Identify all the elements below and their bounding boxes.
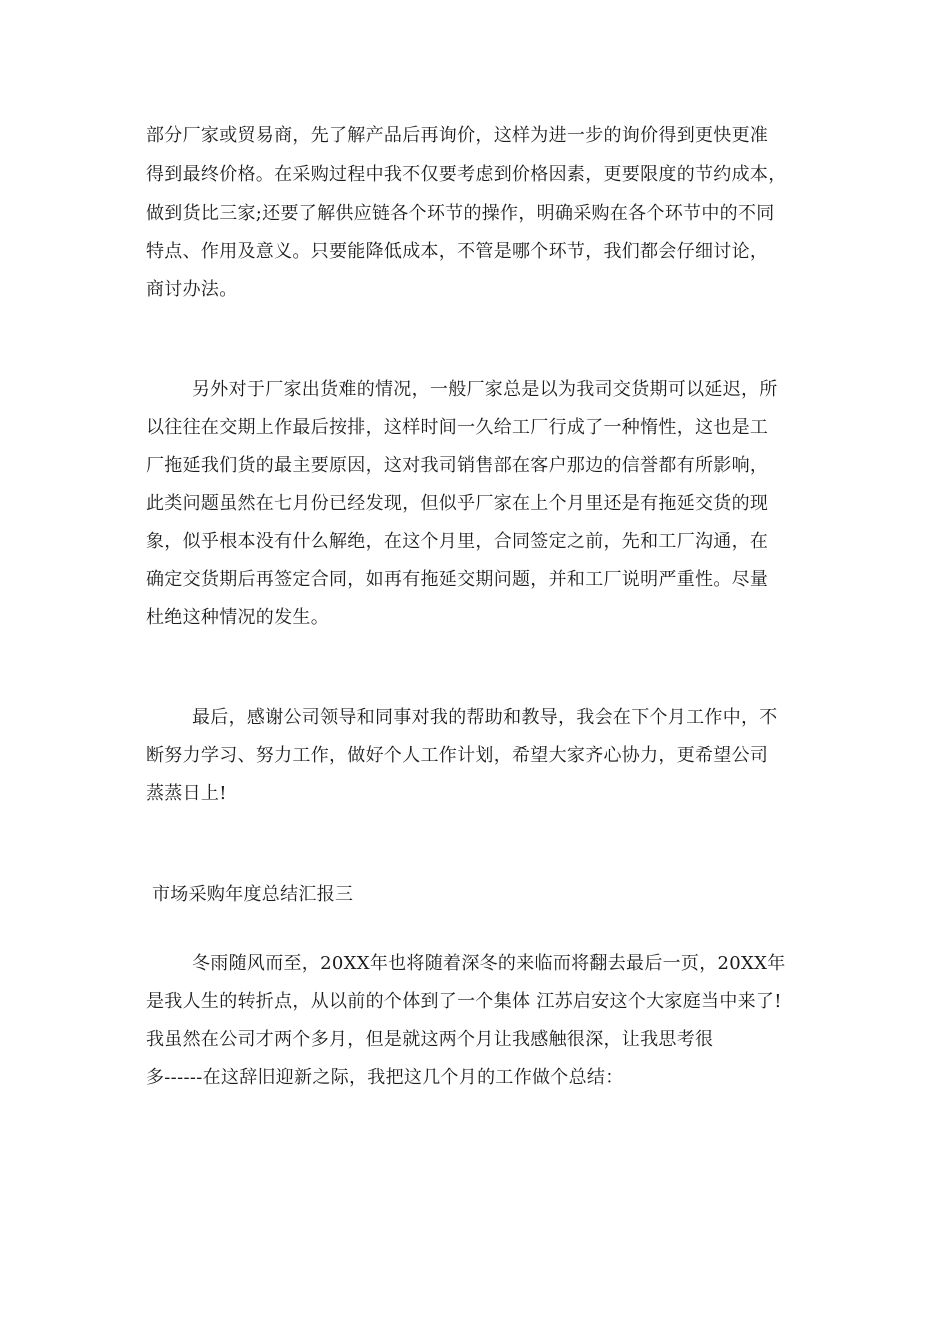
paragraph-1-line-3: 做到货比三家;还要了解供应链各个环节的操作，明确采购在各个环节中的不同 — [146, 203, 775, 224]
paragraph-4-line-3: 我虽然在公司才两个多月，但是就这两个月让我感触很深，让我思考很 — [146, 1029, 714, 1050]
paragraph-4-line-1: 冬雨随风而至，20XX年也将随着深冬的来临而将翻去最后一页，20XX年 — [192, 953, 786, 974]
paragraph-2-line-7: 杜绝这种情况的发生。 — [146, 607, 329, 628]
paragraph-2-line-2: 以往往在交期上作最后按排，这样时间一久给工厂行成了一种惰性，这也是工 — [146, 417, 769, 438]
section-heading: 市场采购年度总结汇报三 — [152, 884, 354, 905]
paragraph-3-line-2: 断努力学习、努力工作，做好个人工作计划，希望大家齐心协力，更希望公司 — [146, 745, 769, 766]
paragraph-4-line-4: 多------在这辞旧迎新之际，我把这几个月的工作做个总结： — [146, 1067, 624, 1088]
paragraph-1-line-4: 特点、作用及意义。只要能降低成本，不管是哪个环节，我们都会仔细讨论， — [146, 241, 769, 262]
paragraph-2-line-6: 确定交货期后再签定合同，如再有拖延交期问题，并和工厂说明严重性。尽量 — [146, 569, 769, 590]
paragraph-4-line-2: 是我人生的转折点，从以前的个体到了一个集体 江苏启安这个大家庭当中来了! — [146, 991, 782, 1012]
paragraph-1-line-5: 商讨办法。 — [146, 279, 238, 300]
paragraph-2-line-5: 象，似乎根本没有什么解绝，在这个月里，合同签定之前，先和工厂沟通，在 — [146, 531, 769, 552]
paragraph-2-line-4: 此类问题虽然在七月份已经发现，但似乎厂家在上个月里还是有拖延交货的现 — [146, 493, 769, 514]
paragraph-3-line-1: 最后，感谢公司领导和同事对我的帮助和教导，我会在下个月工作中，不 — [192, 707, 778, 728]
paragraph-2-line-1: 另外对于厂家出货难的情况，一般厂家总是以为我司交货期可以延迟，所 — [192, 379, 778, 400]
paragraph-3-line-3: 蒸蒸日上! — [146, 783, 227, 804]
paragraph-2-line-3: 厂拖延我们货的最主要原因，这对我司销售部在客户那边的信誉都有所影响， — [146, 455, 769, 476]
paragraph-1-line-2: 得到最终价格。在采购过程中我不仅要考虑到价格因素，更要限度的节约成本， — [146, 164, 787, 185]
paragraph-1-line-1: 部分厂家或贸易商，先了解产品后再询价，这样为进一步的询价得到更快更准 — [146, 125, 769, 146]
